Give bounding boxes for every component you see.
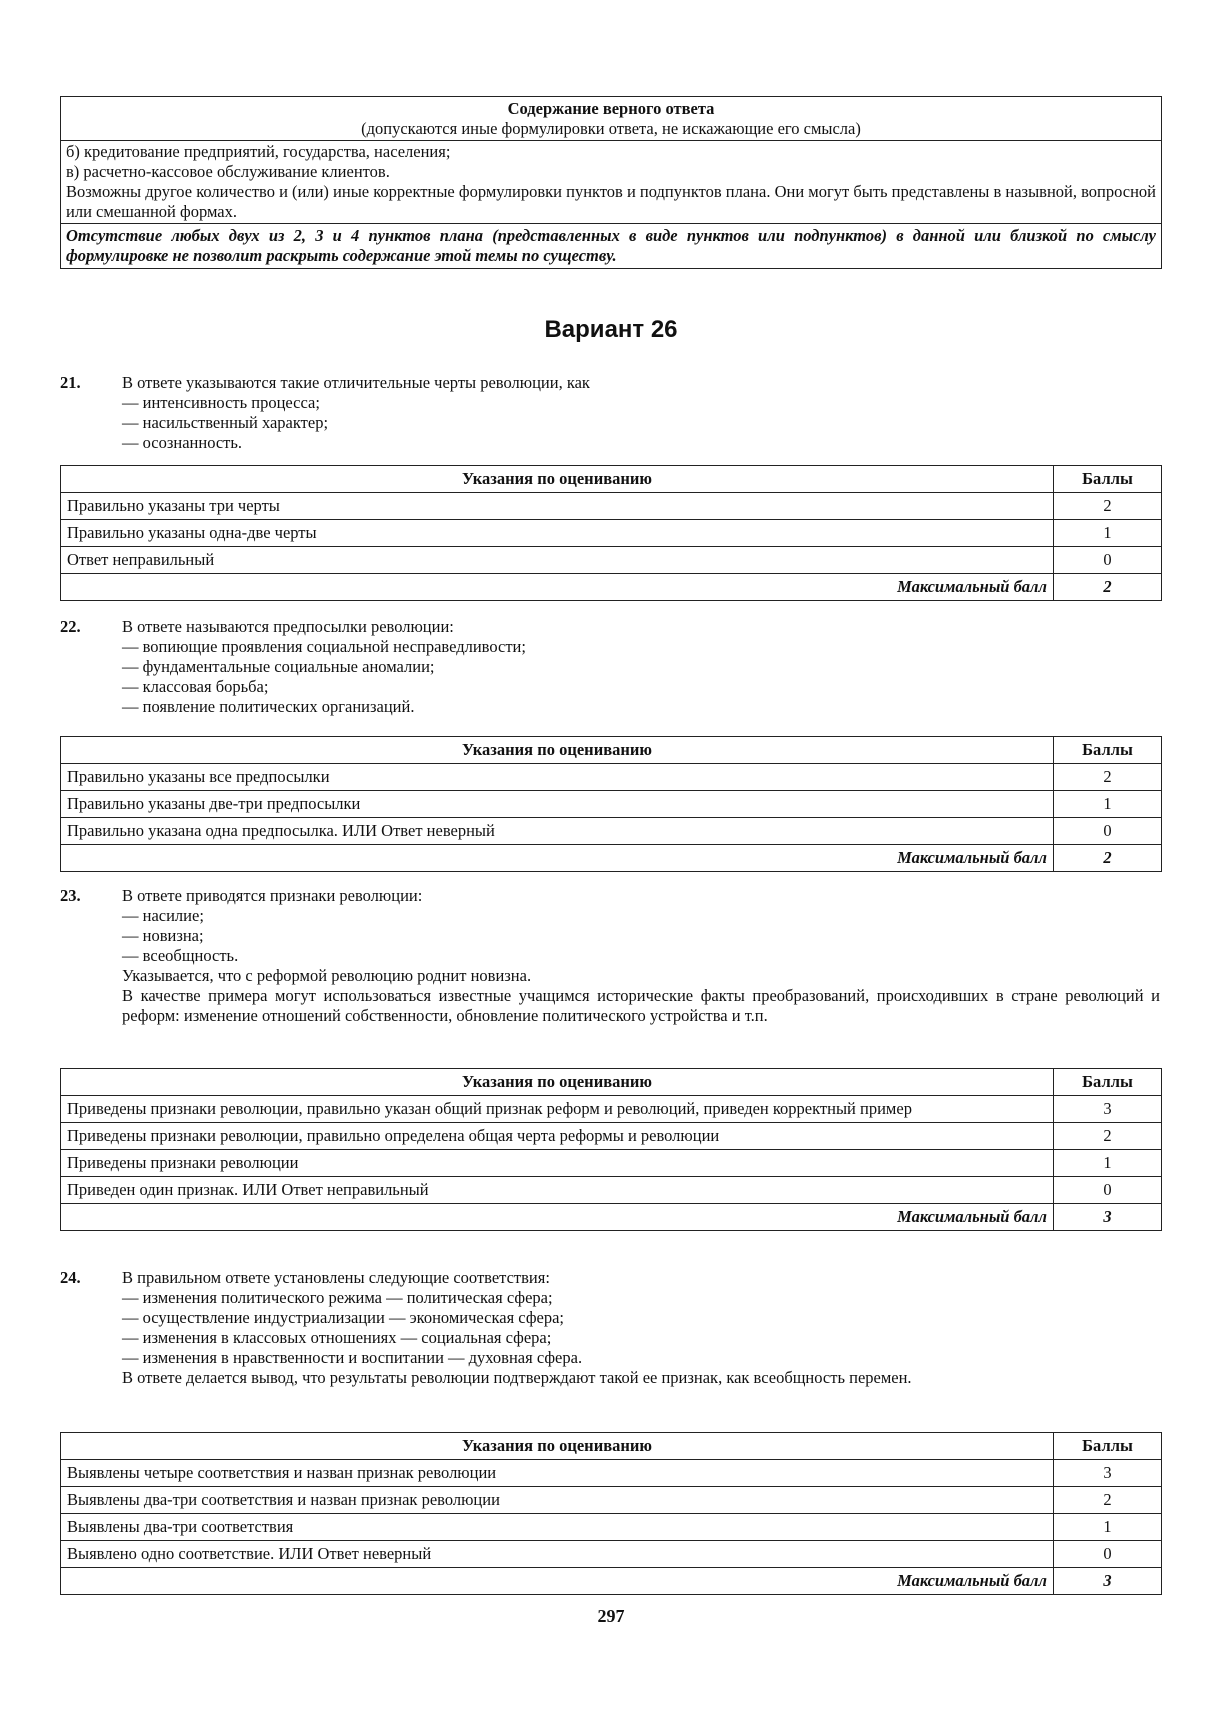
criteria-cell: Выявлены два-три соответствия [61, 1514, 1054, 1541]
table-row [61, 1541, 1162, 1568]
question-22 [60, 617, 1160, 717]
answer-list-item-text: осуществление индустриализации — экономическая сфера; [142, 1308, 564, 1327]
criteria-cell: Выявлены четыре соответствия и назван признак революции [61, 1460, 1054, 1487]
criteria-header: Указания по оцениванию [61, 466, 1054, 493]
criteria-header: Указания по оцениванию [61, 1433, 1054, 1460]
table-row [61, 520, 1162, 547]
criteria-cell: Выявлены два-три соответствия и назван признак революции [61, 1487, 1054, 1514]
table-row [61, 764, 1162, 791]
answer-box-header [61, 97, 1161, 141]
criteria-cell: Правильно указаны три черты [61, 493, 1054, 520]
max-score-value: 3 [1054, 1568, 1162, 1595]
answer-list [60, 637, 1160, 717]
max-score-value: 3 [1054, 1204, 1162, 1231]
question-number: 23. [60, 886, 81, 905]
max-score-value: 2 [1054, 845, 1162, 872]
question-number: 24. [60, 1268, 81, 1287]
criteria-cell: Приведен один признак. ИЛИ Ответ неправильный [61, 1177, 1054, 1204]
answer-list-item [122, 946, 1160, 966]
answer-line: Возможны другое количество и (или) иные корректные формулировки пунктов и подпунктов плана. Они могут быть представлены в назывной, вопросной или смешанной формах. [66, 182, 1157, 221]
max-score-label: Максимальный балл [61, 1568, 1054, 1595]
grading-table [60, 736, 1162, 872]
table-row [61, 1487, 1162, 1514]
answer-list-item [122, 637, 1160, 657]
score-cell: 1 [1054, 791, 1162, 818]
page-number: 297 [597, 1606, 625, 1626]
score-cell: 2 [1054, 1123, 1162, 1150]
variant-title: Вариант 26 [544, 316, 678, 343]
table-row [61, 1123, 1162, 1150]
answer-list-item [122, 413, 1160, 433]
score-cell: 2 [1054, 1487, 1162, 1514]
table-header-row [61, 1069, 1162, 1096]
answer-box-title: Содержание верного ответа [507, 99, 715, 118]
max-score-row [61, 845, 1162, 872]
score-cell: 0 [1054, 1177, 1162, 1204]
criteria-cell: Правильно указана одна предпосылка. ИЛИ Ответ неверный [61, 818, 1054, 845]
answer-list-item [122, 1308, 1160, 1328]
table-row [61, 1096, 1162, 1123]
score-header: Баллы [1054, 1433, 1162, 1460]
answer-line: в) расчетно-кассовое обслуживание клиентов. [66, 162, 390, 181]
criteria-cell: Приведены признаки революции, правильно определена общая черта реформы и революции [61, 1123, 1054, 1150]
answer-list-item [122, 1288, 1160, 1308]
max-score-label: Максимальный балл [61, 1204, 1054, 1231]
question-21 [60, 373, 1160, 453]
table-row [61, 791, 1162, 818]
answer-list-item [122, 677, 1160, 697]
question-note: В ответе делается вывод, что результаты революции подтверждают такой ее признак, как всеобщность перемен. [122, 1368, 912, 1387]
max-score-label: Максимальный балл [61, 845, 1054, 872]
answer-list-item [122, 926, 1160, 946]
grading-table [60, 1068, 1162, 1231]
criteria-cell: Ответ неправильный [61, 547, 1054, 574]
answer-list-item-text: классовая борьба; [142, 677, 269, 696]
answer-list [60, 906, 1160, 966]
max-score-row [61, 1568, 1162, 1595]
answer-box-body [61, 141, 1161, 224]
score-cell: 1 [1054, 520, 1162, 547]
question-intro: В ответе приводятся признаки революции: [122, 886, 423, 905]
answer-list-item-text: насилие; [142, 906, 204, 925]
answer-list-item-text: изменения политического режима — политическая сфера; [142, 1288, 553, 1307]
answer-list-item [122, 906, 1160, 926]
score-header: Баллы [1054, 737, 1162, 764]
answer-list-item [122, 697, 1160, 717]
question-note: Указывается, что с реформой революцию роднит новизна. [122, 966, 532, 985]
table-row [61, 547, 1162, 574]
question-23 [60, 886, 1160, 1026]
question-intro: В правильном ответе установлены следующие соответствия: [122, 1268, 550, 1287]
answer-list-item-text: появление политических организаций. [142, 697, 415, 716]
table-row [61, 1150, 1162, 1177]
score-cell: 0 [1054, 1541, 1162, 1568]
answer-list-item-text: изменения в классовых отношениях — социальная сфера; [142, 1328, 552, 1347]
answer-list-item [122, 657, 1160, 677]
table-header-row [61, 1433, 1162, 1460]
answer-list-item [122, 393, 1160, 413]
max-score-row [61, 1204, 1162, 1231]
criteria-cell: Правильно указаны две-три предпосылки [61, 791, 1054, 818]
criteria-header: Указания по оцениванию [61, 737, 1054, 764]
score-header: Баллы [1054, 466, 1162, 493]
score-cell: 1 [1054, 1514, 1162, 1541]
criteria-cell: Приведены признаки революции [61, 1150, 1054, 1177]
question-number: 22. [60, 617, 81, 636]
table-header-row [61, 737, 1162, 764]
max-score-value: 2 [1054, 574, 1162, 601]
answer-list-item-text: интенсивность процесса; [142, 393, 320, 412]
answer-box-subtitle: (допускаются иные формулировки ответа, не искажающие его смысла) [361, 119, 861, 138]
answer-list-item [122, 1328, 1160, 1348]
score-cell: 3 [1054, 1096, 1162, 1123]
score-cell: 0 [1054, 547, 1162, 574]
table-header-row [61, 466, 1162, 493]
answer-list [60, 1288, 1160, 1368]
max-score-label: Максимальный балл [61, 574, 1054, 601]
table-row [61, 493, 1162, 520]
score-header: Баллы [1054, 1069, 1162, 1096]
answer-list-item-text: насильственный характер; [142, 413, 329, 432]
score-cell: 2 [1054, 493, 1162, 520]
criteria-cell: Приведены признаки революции, правильно указан общий признак реформ и революций, приведен корректный пример [61, 1096, 1054, 1123]
answer-list-item-text: осознанность. [142, 433, 243, 452]
criteria-header: Указания по оцениванию [61, 1069, 1054, 1096]
answer-list-item-text: фундаментальные социальные аномалии; [142, 657, 435, 676]
score-cell: 3 [1054, 1460, 1162, 1487]
answer-list-item [122, 1348, 1160, 1368]
answer-line: б) кредитование предприятий, государства, населения; [66, 142, 451, 161]
max-score-row [61, 574, 1162, 601]
table-row [61, 1177, 1162, 1204]
criteria-cell: Правильно указаны все предпосылки [61, 764, 1054, 791]
answer-list-item-text: вопиющие проявления социальной несправедливости; [142, 637, 526, 656]
question-intro: В ответе указываются такие отличительные черты революции, как [122, 373, 590, 392]
score-cell: 1 [1054, 1150, 1162, 1177]
question-24 [60, 1268, 1160, 1388]
answer-box-note: Отсутствие любых двух из 2, 3 и 4 пунктов плана (представленных в виде пунктов или подпунктов) в данной или близкой по смыслу формулировке не позволит раскрыть содержание этой темы по существу. [66, 226, 1156, 265]
answer-list-item-text: всеобщность. [142, 946, 239, 965]
criteria-cell: Правильно указаны одна-две черты [61, 520, 1054, 547]
score-cell: 2 [1054, 764, 1162, 791]
answer-content-box [60, 96, 1162, 269]
question-note: В качестве примера могут использоваться известные учащимся исторические факты преобразований, происходивших в стране революций и реформ: изменение отношений собственности, обновление политического устройства и т.п. [122, 986, 1160, 1025]
question-number: 21. [60, 373, 81, 392]
table-row [61, 1460, 1162, 1487]
answer-list-item [122, 433, 1160, 453]
grading-table [60, 1432, 1162, 1595]
table-row [61, 1514, 1162, 1541]
answer-list-item-text: новизна; [142, 926, 204, 945]
answer-list [60, 393, 1160, 453]
score-cell: 0 [1054, 818, 1162, 845]
criteria-cell: Выявлено одно соответствие. ИЛИ Ответ неверный [61, 1541, 1054, 1568]
answer-list-item-text: изменения в нравственности и воспитании — духовная сфера. [142, 1348, 583, 1367]
table-row [61, 818, 1162, 845]
grading-table [60, 465, 1162, 601]
question-intro: В ответе называются предпосылки революции: [122, 617, 454, 636]
